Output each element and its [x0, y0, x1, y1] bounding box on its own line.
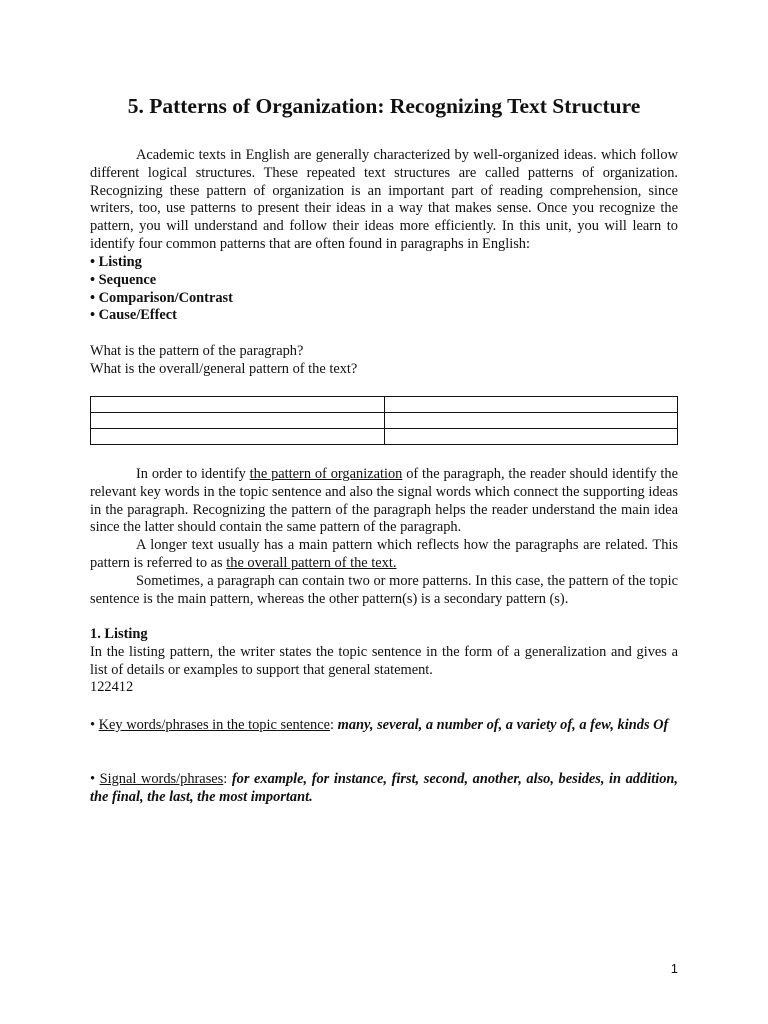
pattern-item-sequence: • Sequence — [90, 271, 157, 288]
table-row — [91, 429, 678, 445]
overall-pattern-paragraph — [90, 537, 678, 573]
page-title: 5. Patterns of Organization: Recognizing Text Structure — [127, 94, 641, 118]
para2-lead: In order to identify — [136, 466, 250, 482]
pattern-of-organization-term: the pattern of organization — [249, 466, 403, 482]
listing-heading: 1. Listing — [90, 626, 148, 642]
table-row — [91, 397, 678, 413]
keywords-terms: many, several, a number of, a variety of, a few, kinds Of — [337, 717, 669, 733]
pattern-identification-paragraph — [90, 466, 678, 537]
signals-label: Signal words/phrases — [99, 771, 224, 787]
question-paragraph-pattern: What is the pattern of the paragraph? — [90, 343, 304, 359]
pattern-item-listing: • Listing — [90, 254, 142, 270]
signals-colon: : — [223, 771, 232, 787]
table-cell[interactable] — [384, 413, 678, 429]
signals-bullet: • — [90, 771, 100, 787]
table-row — [91, 413, 678, 429]
table-cell[interactable] — [384, 429, 678, 445]
keywords-label: Key words/phrases in the topic sentence — [98, 717, 331, 733]
listing-description: In the listing pattern, the writer states the topic sentence in the form of a generalization and gives a list of details or examples to support that general statement. — [90, 643, 678, 678]
questions — [90, 343, 678, 379]
overall-pattern-term: the overall pattern of the text. — [226, 554, 397, 571]
explanation-section — [90, 466, 678, 608]
signals-terms: for example, for instance, first, second, another, also, besides, in addition, the final, the last, the most important. — [90, 771, 678, 805]
table-cell[interactable] — [91, 397, 385, 413]
pattern-list — [90, 254, 678, 325]
secondary-pattern-paragraph: Sometimes, a paragraph can contain two or more patterns. In this case, the pattern of the topic sentence is the main pattern, whereas the other pattern(s) is a secondary pattern (s). — [90, 572, 678, 607]
table-cell[interactable] — [91, 429, 385, 445]
keywords-colon: : — [330, 717, 338, 733]
para3-lead: A longer text usually has a main pattern which reflects how the paragraphs are related. This pattern is referred to as — [90, 537, 678, 571]
keywords-bullet: • — [90, 717, 99, 733]
page-number: 1 — [670, 961, 678, 976]
keywords-line — [90, 717, 678, 735]
listing-section — [90, 626, 678, 697]
para2-rest: of the paragraph, the reader should identify the relevant key words in the topic sentence and also the signal words which connect the supporting ideas in the paragraph. Recognizing the pattern of the paragraph helps the reader understand the main idea since the latter should contain the same pattern of the paragraph. — [90, 466, 678, 536]
table-cell[interactable] — [91, 413, 385, 429]
question-overall-pattern: What is the overall/general pattern of the text? — [90, 360, 358, 377]
table-cell[interactable] — [384, 397, 678, 413]
pattern-item-comparison: • Comparison/Contrast — [90, 289, 233, 306]
listing-code: 122412 — [90, 679, 134, 696]
intro-paragraph: Academic texts in English are generally characterized by well-organized ideas. which follow different logical structures. These repeated text structures are called patterns of organization. Recognizing these pattern of organization is an important part of reading comprehension, since writers, too, use patterns to present their ideas in a way that makes sense. Once you recognize the pattern, you will understand and follow their ideas more efficiently. In this unit, you will learn to identify four common patterns that are often found in paragraphs in English: — [90, 147, 678, 252]
pattern-item-cause-effect: • Cause/Effect — [90, 307, 177, 324]
blank-table — [90, 396, 678, 445]
signals-line — [90, 771, 678, 807]
